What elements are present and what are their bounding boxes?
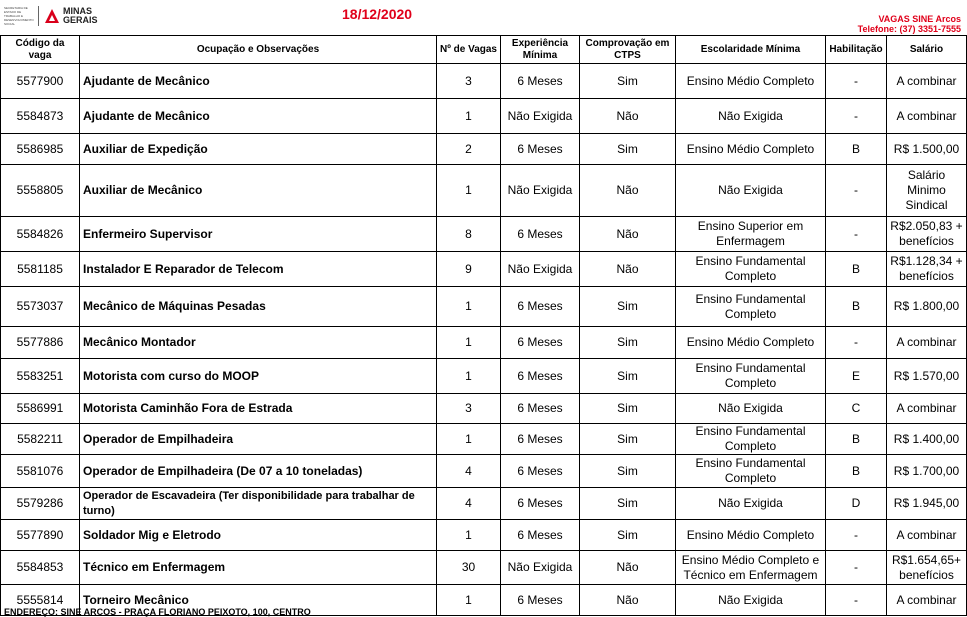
vacancy-code-cell: 5581076 — [1, 455, 80, 488]
job-vacancies-table — [0, 35, 967, 616]
license-cell: - — [826, 585, 887, 616]
table-row — [1, 64, 967, 99]
education-cell: Ensino Fundamental Completo — [676, 359, 826, 394]
occupation-cell: Enfermeiro Supervisor — [80, 217, 437, 252]
occupation-cell: Ajudante de Mecânico — [80, 64, 437, 99]
education-cell: Ensino Fundamental Completo — [676, 252, 826, 287]
experience-header: Experiência Mínima — [501, 36, 580, 64]
table-body — [1, 64, 967, 616]
salary-cell: R$ 1.400,00 — [887, 424, 967, 455]
license-cell: - — [826, 327, 887, 359]
experience-cell: 6 Meses — [501, 327, 580, 359]
occupation-cell: Operador de Empilhadeira — [80, 424, 437, 455]
occupation-cell: Operador de Empilhadeira (De 07 a 10 toneladas) — [80, 455, 437, 488]
education-cell: Ensino Fundamental Completo — [676, 424, 826, 455]
license-cell: C — [826, 394, 887, 424]
page-header — [0, 0, 967, 36]
license-cell: - — [826, 551, 887, 585]
occupation-cell: Operador de Escavadeira (Ter disponibilidade para trabalhar de turno) — [80, 488, 437, 520]
license-cell: - — [826, 520, 887, 551]
occupation-cell: Técnico em Enfermagem — [80, 551, 437, 585]
vacancy-code-cell: 5579286 — [1, 488, 80, 520]
experience-cell: 6 Meses — [501, 359, 580, 394]
ctps-header: Comprovação em CTPS — [580, 36, 676, 64]
license-cell: D — [826, 488, 887, 520]
table-row — [1, 327, 967, 359]
ctps-proof-cell: Sim — [580, 359, 676, 394]
table-row — [1, 287, 967, 327]
occupation-cell: Torneiro Mecânico — [80, 585, 437, 616]
vacancy-code-cell: 5584873 — [1, 99, 80, 134]
salary-cell: A combinar — [887, 99, 967, 134]
education-cell: Ensino Médio Completo — [676, 64, 826, 99]
table-row — [1, 394, 967, 424]
experience-cell: Não Exigida — [501, 252, 580, 287]
ctps-proof-cell: Não — [580, 165, 676, 217]
license-cell: - — [826, 99, 887, 134]
license-cell: B — [826, 252, 887, 287]
table-row — [1, 99, 967, 134]
ctps-proof-cell: Não — [580, 217, 676, 252]
ctps-proof-cell: Não — [580, 252, 676, 287]
vacancy-code-cell: 5577886 — [1, 327, 80, 359]
ctps-proof-cell: Sim — [580, 134, 676, 165]
vacancy-count-cell: 4 — [437, 455, 501, 488]
table-header-row — [1, 36, 967, 64]
table-row — [1, 488, 967, 520]
education-cell: Não Exigida — [676, 165, 826, 217]
vacancy-count-cell: 1 — [437, 585, 501, 616]
experience-cell: 6 Meses — [501, 134, 580, 165]
license-cell: - — [826, 165, 887, 217]
ctps-proof-cell: Sim — [580, 424, 676, 455]
occupation-cell: Ajudante de Mecânico — [80, 99, 437, 134]
vacancy-code-cell: 5586991 — [1, 394, 80, 424]
experience-cell: 6 Meses — [501, 394, 580, 424]
table-row — [1, 424, 967, 455]
occupation-header: Ocupação e Observações — [80, 36, 437, 64]
vacancy-code-cell: 5581185 — [1, 252, 80, 287]
salary-cell: R$ 1.570,00 — [887, 359, 967, 394]
experience-cell: 6 Meses — [501, 64, 580, 99]
experience-cell: Não Exigida — [501, 551, 580, 585]
license-cell: - — [826, 217, 887, 252]
license-cell: B — [826, 287, 887, 327]
education-cell: Ensino Médio Completo — [676, 327, 826, 359]
education-cell: Ensino Fundamental Completo — [676, 455, 826, 488]
vacancy-code-cell: 5577900 — [1, 64, 80, 99]
education-header: Escolaridade Mínima — [676, 36, 826, 64]
salary-cell: Salário Minimo Sindical — [887, 165, 967, 217]
vacancy-count-cell: 3 — [437, 394, 501, 424]
vacancy-code-cell: 5586985 — [1, 134, 80, 165]
occupation-cell: Auxiliar de Mecânico — [80, 165, 437, 217]
salary-cell: A combinar — [887, 327, 967, 359]
minas-gerais-triangle-icon — [44, 8, 60, 24]
vacancy-code-cell: 5577890 — [1, 520, 80, 551]
education-cell: Não Exigida — [676, 488, 826, 520]
vacancy-code-cell: 5558805 — [1, 165, 80, 217]
salary-cell: R$2.050,83 + benefícios — [887, 217, 967, 252]
table-row — [1, 359, 967, 394]
salary-cell: A combinar — [887, 64, 967, 99]
ctps-proof-cell: Sim — [580, 394, 676, 424]
salary-cell: R$1.128,34 + benefícios — [887, 252, 967, 287]
education-cell: Ensino Médio Completo — [676, 134, 826, 165]
logo-name — [63, 7, 98, 25]
salary-cell: R$ 1.800,00 — [887, 287, 967, 327]
license-cell: - — [826, 64, 887, 99]
table-row — [1, 455, 967, 488]
vacancy-count-cell: 30 — [437, 551, 501, 585]
experience-cell: Não Exigida — [501, 165, 580, 217]
ctps-proof-cell: Não — [580, 99, 676, 134]
experience-cell: 6 Meses — [501, 424, 580, 455]
vacancy-count-cell: 3 — [437, 64, 501, 99]
vacancy-code-cell: 5584826 — [1, 217, 80, 252]
experience-cell: 6 Meses — [501, 455, 580, 488]
salary-cell: A combinar — [887, 585, 967, 616]
education-cell: Ensino Médio Completo e Técnico em Enfermagem — [676, 551, 826, 585]
experience-cell: 6 Meses — [501, 488, 580, 520]
education-cell: Não Exigida — [676, 99, 826, 134]
occupation-cell: Mecânico Montador — [80, 327, 437, 359]
table-row — [1, 134, 967, 165]
ctps-proof-cell: Sim — [580, 327, 676, 359]
vacancy-count-cell: 1 — [437, 99, 501, 134]
license-cell: E — [826, 359, 887, 394]
experience-cell: 6 Meses — [501, 520, 580, 551]
logo-divider — [38, 6, 39, 26]
vacancy-count-cell: 2 — [437, 134, 501, 165]
education-cell: Ensino Médio Completo — [676, 520, 826, 551]
table-row — [1, 165, 967, 217]
vacancy-count-cell: 1 — [437, 520, 501, 551]
vacancy-count-cell: 9 — [437, 252, 501, 287]
vacancy-count-cell: 1 — [437, 287, 501, 327]
experience-cell: 6 Meses — [501, 287, 580, 327]
logo-secretaria-text: SECRETARIA DE ESTADO DE TRABALHO E DESENVOLVIMENTO SOCIAL — [4, 6, 34, 26]
code-header: Código da vaga — [1, 36, 80, 64]
contact-phone: Telefone: (37) 3351-7555 — [857, 24, 961, 34]
experience-cell: Não Exigida — [501, 99, 580, 134]
occupation-cell: Motorista Caminhão Fora de Estrada — [80, 394, 437, 424]
footer-address: ENDEREÇO: SINE ARCOS - PRAÇA FLORIANO PEIXOTO, 100, CENTRO — [4, 607, 311, 617]
occupation-cell: Motorista com curso do MOOP — [80, 359, 437, 394]
license-header: Habilitação — [826, 36, 887, 64]
vacancy-code-cell: 5584853 — [1, 551, 80, 585]
vacancy-count-cell: 1 — [437, 424, 501, 455]
vacancy-code-cell: 5582211 — [1, 424, 80, 455]
ctps-proof-cell: Não — [580, 585, 676, 616]
vacancy-count-cell: 1 — [437, 359, 501, 394]
minas-gerais-logo — [4, 5, 98, 27]
education-cell: Não Exigida — [676, 394, 826, 424]
salary-cell: A combinar — [887, 394, 967, 424]
page-title: VAGAS SINE Arcos — [878, 14, 961, 24]
vacancy-code-cell: 5573037 — [1, 287, 80, 327]
logo-line-1: MINAS — [63, 6, 92, 16]
license-cell: B — [826, 424, 887, 455]
license-cell: B — [826, 455, 887, 488]
education-cell: Ensino Superior em Enfermagem — [676, 217, 826, 252]
vacancy-count-cell: 1 — [437, 327, 501, 359]
page-date: 18/12/2020 — [342, 6, 413, 22]
ctps-proof-cell: Não — [580, 551, 676, 585]
license-cell: B — [826, 134, 887, 165]
table-row — [1, 217, 967, 252]
table-row — [1, 551, 967, 585]
ctps-proof-cell: Sim — [580, 488, 676, 520]
logo-line-2: GERAIS — [63, 15, 98, 25]
ctps-proof-cell: Sim — [580, 455, 676, 488]
ctps-proof-cell: Sim — [580, 64, 676, 99]
occupation-cell: Mecânico de Máquinas Pesadas — [80, 287, 437, 327]
occupation-cell: Soldador Mig e Eletrodo — [80, 520, 437, 551]
vacancy-count-cell: 1 — [437, 165, 501, 217]
vacancies-header: Nº de Vagas — [437, 36, 501, 64]
table-row — [1, 252, 967, 287]
occupation-cell: Auxiliar de Expedição — [80, 134, 437, 165]
salary-cell: R$ 1.500,00 — [887, 134, 967, 165]
education-cell: Não Exigida — [676, 585, 826, 616]
ctps-proof-cell: Sim — [580, 520, 676, 551]
occupation-cell: Instalador E Reparador de Telecom — [80, 252, 437, 287]
table-row — [1, 520, 967, 551]
education-cell: Ensino Fundamental Completo — [676, 287, 826, 327]
vacancy-count-cell: 4 — [437, 488, 501, 520]
experience-cell: 6 Meses — [501, 585, 580, 616]
ctps-proof-cell: Sim — [580, 287, 676, 327]
salary-cell: A combinar — [887, 520, 967, 551]
vacancy-code-cell: 5555814 — [1, 585, 80, 616]
salary-cell: R$ 1.700,00 — [887, 455, 967, 488]
salary-cell: R$ 1.945,00 — [887, 488, 967, 520]
experience-cell: 6 Meses — [501, 217, 580, 252]
salary-cell: R$1.654,65+ benefícios — [887, 551, 967, 585]
vacancy-count-cell: 8 — [437, 217, 501, 252]
vacancy-code-cell: 5583251 — [1, 359, 80, 394]
salary-header: Salário — [887, 36, 967, 64]
